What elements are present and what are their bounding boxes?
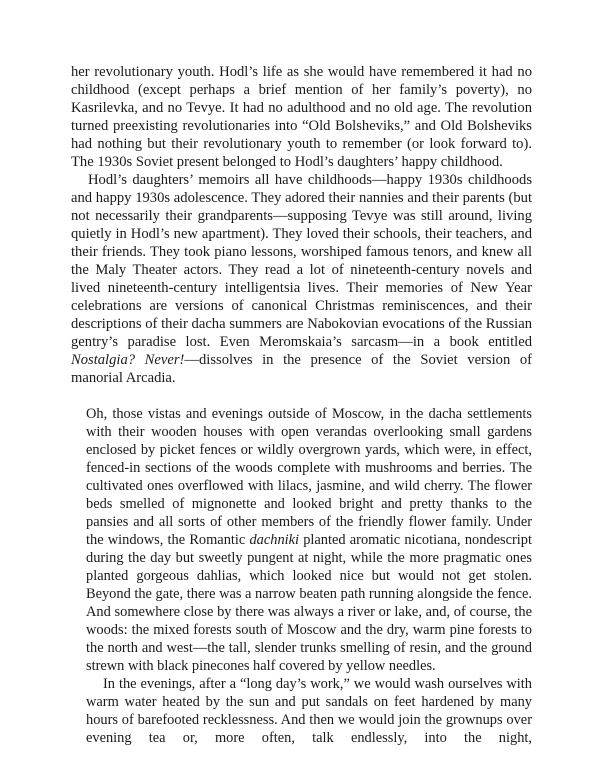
paragraph-1-text: her revolutionary youth. Hodl’s life as she would have remembered it had no childhood (except perhaps a brief mention of her family’s poverty), no Kasrilevka, and no Tevye. It had no adulthood and no old age. The revolution turned preexisting revolutionaries into “Old Bolsheviks,” and Old Bolsheviks had nothing but their revolutionary youth to remember (or look forward to). The 1930s Soviet present belonged to Hodl’s daughters’ happy childhood.: [71, 64, 532, 170]
quote-paragraph-1-text-before: Oh, those vistas and evenings outside of Moscow, in the dacha settlements with their wooden houses with open verandas overlooking small gardens enclosed by picket fences or wildly overgrown yards, which were, in effect, fenced-in sections of the woods complete with mushrooms and berries. The cultivated ones overflowed with lilacs, jasmine, and wild cherry. The flower beds smelled of mignonette and looked bright and pretty thanks to the pansies and all sorts of other members of the friendly flower family. Under the windows, the Romantic: [86, 406, 532, 548]
book-title-nostalgia-never: Nostalgia? Never!: [71, 352, 185, 368]
paragraph-2: [71, 171, 532, 387]
paragraph-1: [71, 63, 532, 171]
quote-paragraph-1-text-after: planted aromatic nicotiana, nondescript during the day but sweetly pungent at night, while the more pragmatic ones planted gorgeous dahlias, which looked nice but would not get stolen. Beyond the gate, there was a narrow beaten path running alongside the fence. And somewhere close by there was always a river or lake, and, of course, the woods: the mixed forests south of Moscow and the dry, warm pine forests to the north and west—the tall, slender trunks smelling of resin, and the ground strewn with black pinecones half covered by yellow needles.: [86, 532, 532, 674]
paragraph-2-text-before: Hodl’s daughters’ memoirs all have childhoods—happy 1930s childhoods and happy 1930s adolescence. They adored their nannies and their parents (but not necessarily their grandparents—supposing Tevye was still around, living quietly in Hodl’s new apartment). They loved their schools, their teachers, and their friends. They took piano lessons, worshiped famous tenors, and knew all the Maly Theater actors. They read a lot of nineteenth-century novels and lived nineteenth-century intelligentsia lives. Their memories of New Year celebrations are versions of canonical Christmas reminiscences, and their descriptions of their dacha summers are Nabokovian evocations of the Russian gentry’s paradise lost. Even Meromskaia’s sarcasm—in a book entitled: [71, 172, 532, 350]
paragraph-2-text-after: —dissolves in the presence of the Soviet version of manorial Arcadia.: [71, 352, 533, 386]
quote-paragraph-2-text: In the evenings, after a “long day’s work,” we would wash ourselves with warm water heated by the sun and put sandals on feet hardened by many hours of barefooted recklessness. And then we would join the grownups over evening tea or, more often, talk endlessly, into the night,: [86, 676, 532, 746]
block-quote: [86, 405, 532, 747]
book-page: [71, 63, 532, 747]
quote-paragraph-2: [86, 675, 532, 747]
quote-paragraph-1: [86, 405, 532, 675]
term-dachniki: dachniki: [249, 532, 300, 548]
